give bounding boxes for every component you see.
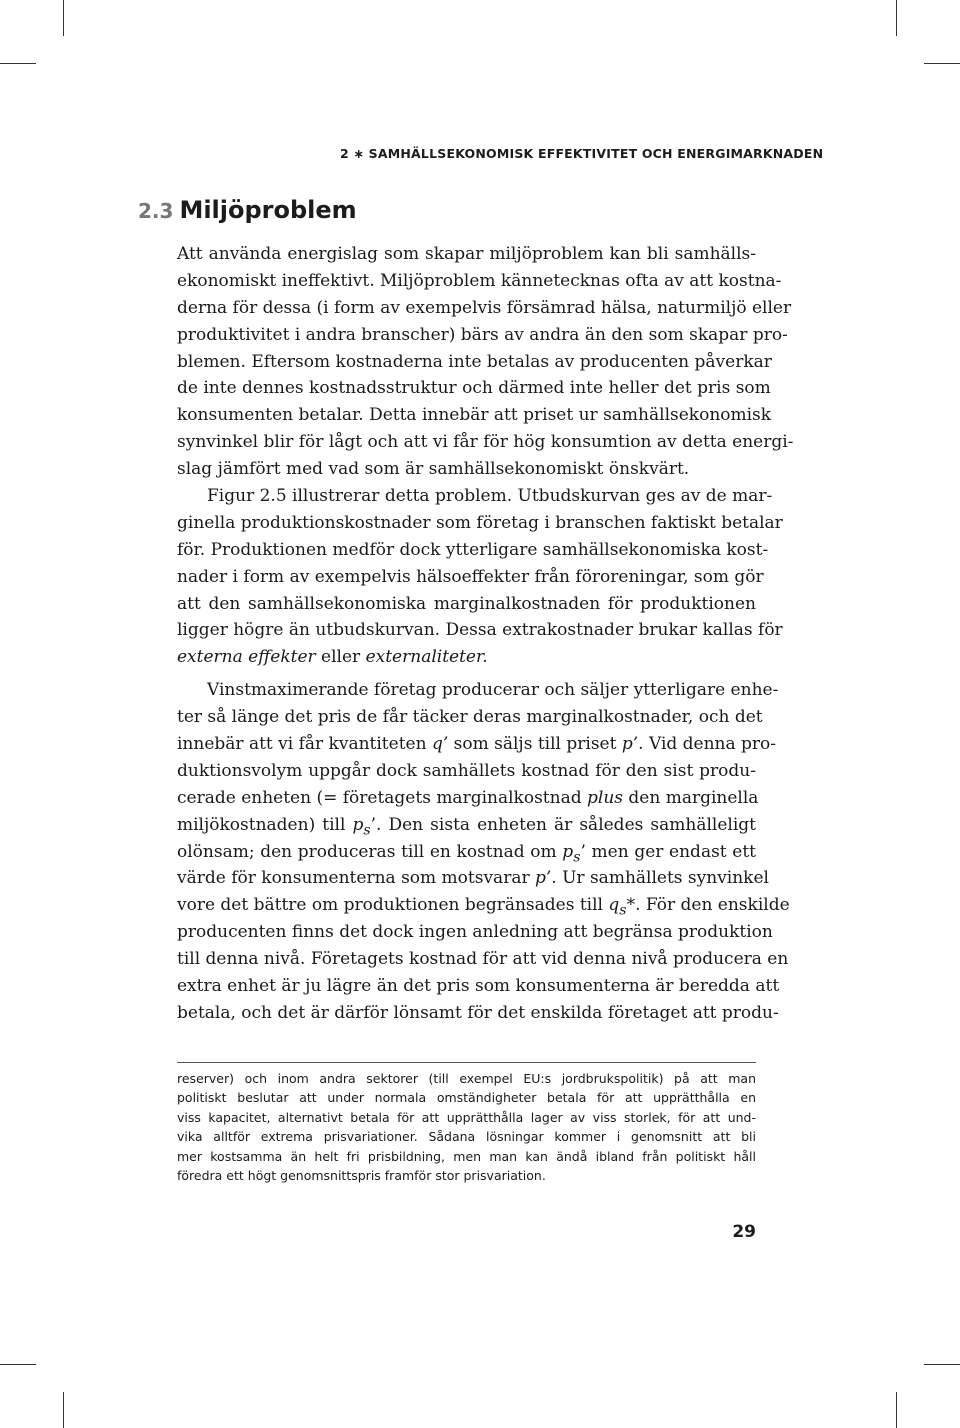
crop-mark <box>63 0 64 36</box>
text-line <box>177 892 790 919</box>
text-fragment: olönsam; den produceras till en kostnad om <box>177 841 557 862</box>
text-line: derna för dessa (i form av exempelvis försämrad hälsa, naturmiljö eller <box>177 297 792 318</box>
text-line: blemen. Eftersom kostnaderna inte betalas av producenten påverkar <box>177 351 772 372</box>
text-fragment: som säljs till priset <box>453 734 617 755</box>
text-line: ligger högre än utbudskurvan. Dessa extrakostnader brukar kallas för <box>177 620 783 641</box>
crop-mark <box>896 1392 897 1428</box>
text-line: Figur 2.5 illustrerar detta problem. Utbudskurvan ges av de mar- <box>207 486 773 507</box>
text-line <box>177 644 756 671</box>
text-line: betala, och det är därför lönsamt för det enskilda företaget att produ- <box>177 1002 779 1023</box>
math-subscript: s <box>573 848 581 865</box>
footnote-divider <box>177 1062 756 1063</box>
text-fragment: . Ur samhällets synvinkel <box>551 868 769 889</box>
text-line: ter så länge det pris de får täcker deras marginalkostnader, och det <box>177 707 763 728</box>
text-fragment: miljökostnaden) till <box>177 814 346 835</box>
text-line <box>177 812 756 839</box>
text-line: till denna nivå. Företagets kostnad för att vid denna nivå producera en <box>177 949 789 970</box>
text-line <box>177 731 777 758</box>
italic-term: externa effekter <box>177 647 316 668</box>
crop-mark <box>924 1364 960 1365</box>
italic-term: externaliteter. <box>365 647 488 668</box>
text-line <box>177 785 759 812</box>
text-fragment: * <box>626 895 636 916</box>
math-subscript: s <box>363 822 371 839</box>
section-number: 2.3 <box>138 199 174 223</box>
text-fragment: värde för konsumenterna som motsvarar <box>177 868 530 889</box>
text-fragment: cerade enheten (= företagets marginalkostnad <box>177 787 582 808</box>
text-fragment: vore det bättre om produktionen begränsades till <box>177 895 603 916</box>
crop-mark <box>924 63 960 64</box>
body-text <box>177 241 794 1027</box>
text-fragment: . Vid denna pro- <box>638 734 777 755</box>
text-line: ginella produktionskostnader som företag i branschen faktiskt betalar <box>177 512 783 533</box>
text-line: duktionsvolym uppgår dock samhällets kostnad för den sist produ- <box>177 760 756 781</box>
footnote-line: viss kapacitet, alternativt betala för att upprätthålla lager av viss storlek, för att und- <box>177 1109 756 1125</box>
footnote-line: föredra ett högt genomsnittspris framför stor prisvariation. <box>177 1168 546 1184</box>
text-line: Vinstmaximerande företag producerar och säljer ytterligare enhe- <box>207 680 779 701</box>
text-line: konsumenten betalar. Detta innebär att priset ur samhällsekonomisk <box>177 405 772 426</box>
text-line: produktivitet i andra branscher) bärs av andra än den som skapar pro- <box>177 324 788 345</box>
text-line <box>177 839 756 866</box>
text-fragment: . För den enskilde <box>635 895 790 916</box>
math-symbol: p’ <box>621 734 639 755</box>
text-line: producenten finns det dock ingen anledning att begränsa produktion <box>177 922 773 943</box>
math-symbol: p’ <box>535 868 552 889</box>
text-line <box>177 865 769 892</box>
text-fragment: innebär att vi får kvantiteten <box>177 734 427 755</box>
crop-mark <box>0 63 36 64</box>
footnote-line: reserver) och inom andra sektorer (till exempel EU:s jordbrukspolitik) på att man <box>177 1071 756 1086</box>
math-symbol: p <box>352 814 364 835</box>
math-symbol: p <box>562 841 574 862</box>
math-subscript: s <box>619 902 627 919</box>
text-line: slag jämfört med vad som är samhällsekonomiskt önskvärt. <box>177 459 690 480</box>
text-fragment: . Den sista enheten är således samhälleligt <box>376 814 756 835</box>
text-fragment: den marginella <box>628 787 759 808</box>
text-fragment: ’ <box>370 814 377 835</box>
text-fragment: ’ <box>580 841 586 862</box>
running-head: 2 ∗ SAMHÄLLSEKONOMISK EFFEKTIVITET OCH ENERGIMARKNADEN <box>340 146 824 161</box>
crop-mark <box>896 0 897 36</box>
footnote-line: mer kostsamma än helt fri prisbildning, men man kan ändå ibland från politiskt håll <box>177 1148 756 1164</box>
text-line: extra enhet är ju lägre än det pris som konsumenterna är beredda att <box>177 976 780 997</box>
text-line: nader i form av exempelvis hälsoeffekter från föroreningar, som gör <box>177 566 764 587</box>
crop-mark <box>63 1392 64 1428</box>
math-symbol: q’ <box>431 734 449 755</box>
text-line: de inte dennes kostnadsstruktur och därmed inte heller det pris som <box>177 378 771 399</box>
footnote-line: politiskt beslutar att under normala omständigheter betala för att upprätthålla en <box>177 1090 756 1106</box>
text-fragment: men ger endast ett <box>591 841 757 862</box>
section-title: Miljöproblem <box>179 196 357 224</box>
page-number: 29 <box>732 1222 756 1242</box>
text-line: för. Produktionen medför dock ytterligare samhällsekonomiska kost- <box>177 539 769 560</box>
italic-term: plus <box>587 787 624 808</box>
footnote-line: vika alltför extrema prisvariationer. Sådana lösningar kommer i genomsnitt att bli <box>177 1129 756 1145</box>
text-line: Att använda energislag som skapar miljöproblem kan bli samhälls- <box>177 244 756 264</box>
section-heading <box>138 196 357 224</box>
text-line: att den samhällsekonomiska marginalkostnaden för produktionen <box>177 593 756 614</box>
math-symbol: q <box>608 895 620 916</box>
footnote <box>177 1069 756 1185</box>
text-fragment: eller <box>321 647 361 668</box>
crop-mark <box>0 1364 36 1365</box>
text-line: synvinkel blir för lågt och att vi får för hög konsumtion av detta energi- <box>177 432 794 453</box>
text-line: ekonomiskt ineffektivt. Miljöproblem kännetecknas ofta av att kostna- <box>177 270 782 291</box>
